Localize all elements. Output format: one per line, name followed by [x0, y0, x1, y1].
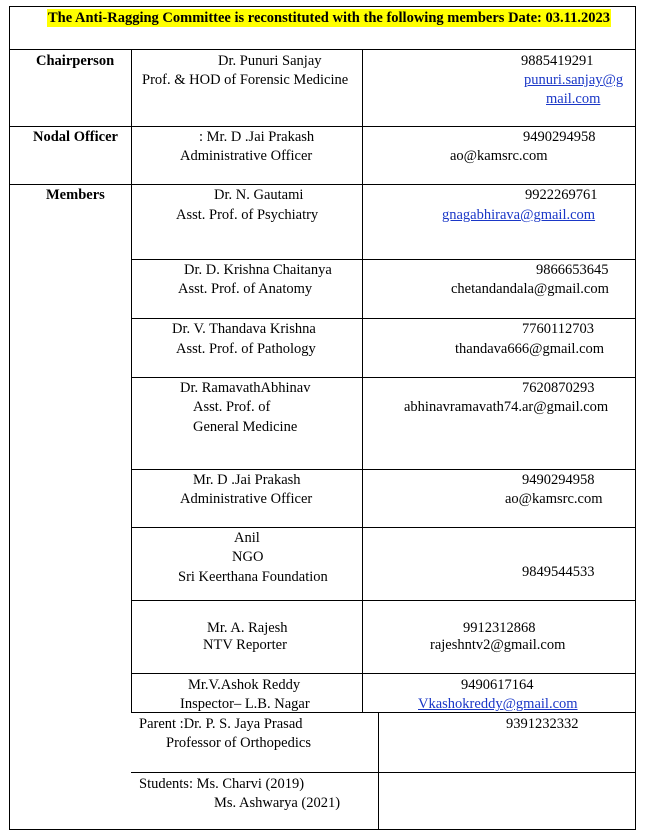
grid-line — [9, 184, 636, 185]
member-phone: 9866653645 — [536, 262, 609, 278]
member-name: Dr. D. Krishna Chaitanya — [184, 262, 332, 278]
grid-line — [131, 600, 636, 601]
nodal-name: : Mr. D .Jai Prakash — [199, 129, 315, 145]
parent-phone: 9391232332 — [506, 716, 579, 732]
member-name: Mr.V.Ashok Reddy — [188, 677, 301, 693]
member-phone: 9849544533 — [522, 564, 595, 580]
member-designation: Asst. Prof. of Pathology — [176, 341, 316, 357]
member-designation: Inspector– L.B. Nagar — [180, 696, 310, 712]
grid-line — [131, 527, 636, 528]
grid-line — [635, 50, 636, 830]
grid-line — [131, 469, 636, 470]
document-title: The Anti-Ragging Committee is reconstituted with the following members Date: 03.11.2023 — [48, 10, 610, 26]
grid-line — [9, 829, 636, 830]
grid-line — [9, 126, 636, 127]
grid-line — [131, 318, 636, 319]
grid-line — [9, 50, 10, 830]
nodal-designation: Administrative Officer — [180, 148, 313, 164]
member-designation: Asst. Prof. of Psychiatry — [176, 207, 319, 223]
chairperson-designation: Prof. & HOD of Forensic Medicine — [142, 72, 349, 88]
member-name: Dr. RamavathAbhinav — [180, 380, 311, 396]
nodal-role: Nodal Officer — [33, 129, 118, 145]
grid-line — [131, 377, 636, 378]
grid-line — [131, 673, 636, 674]
member-designation: Administrative Officer — [180, 491, 313, 507]
chairperson-email-link-cont[interactable]: mail.com — [546, 91, 601, 107]
members-label: Members — [46, 187, 105, 203]
member-email-link[interactable]: Vkashokreddy@gmail.com — [418, 696, 578, 712]
chairperson-role: Chairperson — [36, 53, 115, 69]
member-designation-cont: Sri Keerthana Foundation — [178, 569, 328, 585]
member-phone: 7760112703 — [522, 321, 594, 337]
member-email: chetandandala@gmail.com — [451, 281, 609, 297]
grid-line — [131, 772, 636, 773]
member-designation: Asst. Prof. of — [193, 399, 271, 415]
chairperson-phone: 9885419291 — [521, 53, 594, 69]
member-name: Mr. D .Jai Prakash — [193, 472, 301, 488]
nodal-email: ao@kamsrc.com — [450, 148, 548, 164]
grid-line — [378, 712, 379, 830]
chairperson-email-link[interactable]: punuri.sanjay@g — [524, 72, 624, 88]
nodal-phone: 9490294958 — [523, 129, 596, 145]
parent-designation: Professor of Orthopedics — [166, 735, 311, 751]
grid-line — [362, 50, 363, 712]
member-phone: 9912312868 — [463, 620, 536, 636]
member-designation: NGO — [232, 549, 264, 565]
member-designation: Asst. Prof. of Anatomy — [178, 281, 313, 297]
students-line2: Ms. Ashwarya (2021) — [214, 795, 341, 811]
member-phone: 7620870293 — [522, 380, 595, 396]
member-phone: 9490617164 — [461, 677, 534, 693]
grid-line — [131, 50, 132, 712]
member-name: Dr. V. Thandava Krishna — [172, 321, 316, 337]
students-line1: Students: Ms. Charvi (2019) — [139, 776, 305, 792]
parent-name: Parent :Dr. P. S. Jaya Prasad — [139, 716, 303, 732]
member-phone: 9490294958 — [522, 472, 595, 488]
member-designation-cont: General Medicine — [193, 419, 298, 435]
grid-line — [131, 259, 636, 260]
member-name: Mr. A. Rajesh — [207, 620, 288, 636]
member-email: abhinavramavath74.ar@gmail.com — [404, 399, 609, 415]
member-name: Anil — [234, 530, 260, 546]
member-email: thandava666@gmail.com — [455, 341, 605, 357]
chairperson-name: Dr. Punuri Sanjay — [218, 53, 322, 69]
member-email: ao@kamsrc.com — [505, 491, 603, 507]
member-email-link[interactable]: gnagabhirava@gmail.com — [442, 207, 596, 223]
member-phone: 9922269761 — [525, 187, 598, 203]
member-designation: NTV Reporter — [203, 637, 287, 653]
member-email: rajeshntv2@gmail.com — [430, 637, 566, 653]
member-name: Dr. N. Gautami — [214, 187, 304, 203]
